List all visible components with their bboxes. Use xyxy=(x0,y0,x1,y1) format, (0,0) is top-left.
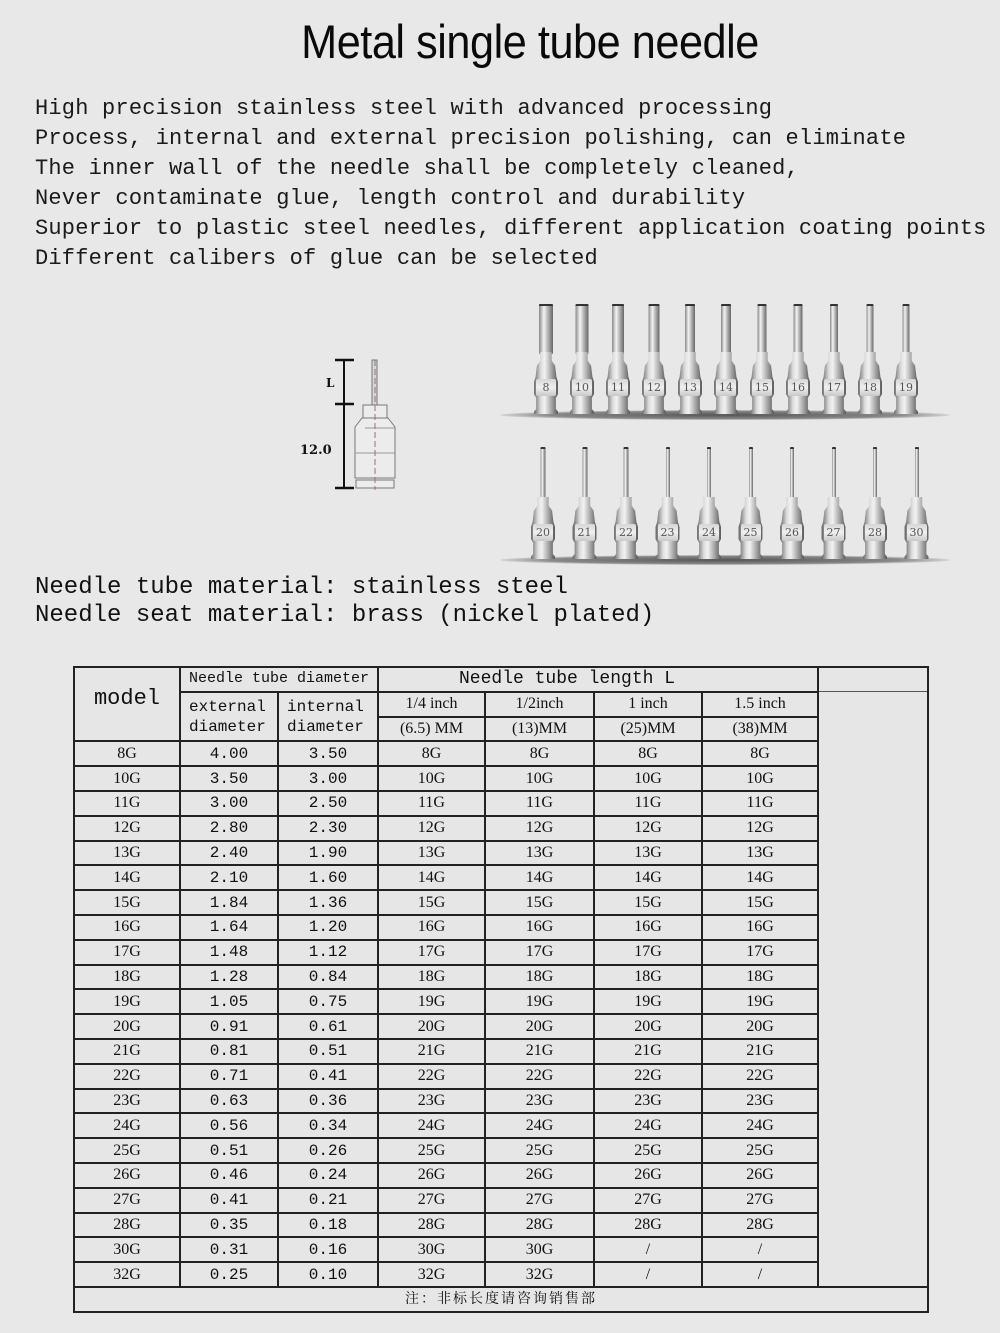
external-diameter-cell: 2.40 xyxy=(180,841,278,866)
model-cell: 23G xyxy=(74,1089,180,1114)
length-38mm-cell: 19G xyxy=(702,989,818,1014)
length-38mm-cell: 8G xyxy=(702,741,818,766)
internal-diameter-cell: 0.18 xyxy=(278,1213,378,1238)
length-inch-header: 1/2inch xyxy=(485,692,594,717)
internal-diameter-cell: 2.50 xyxy=(278,791,378,816)
external-diameter-cell: 1.48 xyxy=(180,940,278,965)
length-6-5mm-cell: 32G xyxy=(378,1262,485,1287)
length-25mm-cell: / xyxy=(594,1262,702,1287)
internal-diameter-cell: 0.51 xyxy=(278,1039,378,1064)
length-13mm-cell: 20G xyxy=(485,1014,594,1039)
length-25mm-cell: 12G xyxy=(594,816,702,841)
table-row xyxy=(74,1138,928,1163)
external-diameter-cell: 1.05 xyxy=(180,989,278,1014)
needle-tube xyxy=(873,447,877,499)
length-6-5mm-cell: 17G xyxy=(378,940,485,965)
length-38mm-cell: 15G xyxy=(702,890,818,915)
length-38mm-cell: 13G xyxy=(702,841,818,866)
length-38mm-cell: / xyxy=(702,1237,818,1262)
length-6-5mm-cell: 11G xyxy=(378,791,485,816)
length-25mm-cell: 15G xyxy=(594,890,702,915)
length-13mm-cell: 32G xyxy=(485,1262,594,1287)
gauge-label: 23 xyxy=(658,524,678,541)
internal-diameter-cell: 0.41 xyxy=(278,1064,378,1089)
length-6-5mm-cell: 30G xyxy=(378,1237,485,1262)
tube-material: Needle tube material: stainless steel xyxy=(35,574,568,601)
length-6-5mm-cell: 20G xyxy=(378,1014,485,1039)
table-row xyxy=(74,1262,928,1287)
table-row xyxy=(74,915,928,940)
length-6-5mm-cell: 15G xyxy=(378,890,485,915)
table-row xyxy=(74,865,928,890)
length-38mm-cell: 23G xyxy=(702,1089,818,1114)
length-25mm-cell: 14G xyxy=(594,865,702,890)
model-cell: 11G xyxy=(74,791,180,816)
length-25mm-cell: 16G xyxy=(594,915,702,940)
length-38mm-cell: 17G xyxy=(702,940,818,965)
description-line: Superior to plastic steel needles, different application coating points xyxy=(35,216,987,241)
needle-tube xyxy=(830,304,838,354)
external-diameter-cell: 0.51 xyxy=(180,1138,278,1163)
gauge-label: 21 xyxy=(575,524,595,541)
length-13mm-cell: 26G xyxy=(485,1163,594,1188)
table-row xyxy=(74,1064,928,1089)
length-25mm-cell: 25G xyxy=(594,1138,702,1163)
length-6-5mm-cell: 22G xyxy=(378,1064,485,1089)
needle-tube xyxy=(666,447,670,499)
gauge-label: 27 xyxy=(824,524,844,541)
needle-tube xyxy=(576,304,589,354)
gauge-label: 19 xyxy=(896,379,916,396)
model-cell: 24G xyxy=(74,1113,180,1138)
length-25mm-cell: / xyxy=(594,1237,702,1262)
length-mm-header: (13)MM xyxy=(485,717,594,742)
gauge-label: 10 xyxy=(572,379,592,396)
length-13mm-cell: 16G xyxy=(485,915,594,940)
seat-material: Needle seat material: brass (nickel plated) xyxy=(35,602,655,629)
length-25mm-cell: 22G xyxy=(594,1064,702,1089)
extra-empty-column xyxy=(818,692,928,1287)
length-13mm-cell: 14G xyxy=(485,865,594,890)
length-38mm-cell: 27G xyxy=(702,1188,818,1213)
table-row xyxy=(74,989,928,1014)
length-13mm-cell: 8G xyxy=(485,741,594,766)
length-13mm-cell: 30G xyxy=(485,1237,594,1262)
length-inch-header: 1/4 inch xyxy=(378,692,485,717)
needle-tube xyxy=(624,447,629,499)
length-25mm-cell: 11G xyxy=(594,791,702,816)
external-diameter-cell: 0.35 xyxy=(180,1213,278,1238)
external-header-line: diameter xyxy=(189,717,266,736)
length-13mm-cell: 10G xyxy=(485,766,594,791)
internal-diameter-cell: 1.90 xyxy=(278,841,378,866)
length-38mm-cell: 24G xyxy=(702,1113,818,1138)
footnote: 注：非标长度请咨询销售部 xyxy=(74,1287,928,1312)
external-diameter-cell: 0.91 xyxy=(180,1014,278,1039)
length-25mm-cell: 21G xyxy=(594,1039,702,1064)
gauge-label: 22 xyxy=(616,524,636,541)
internal-diameter-cell: 0.21 xyxy=(278,1188,378,1213)
description-line: High precision stainless steel with advanced processing xyxy=(35,96,773,121)
table-row xyxy=(74,1213,928,1238)
gauge-label: 16 xyxy=(788,379,808,396)
length-38mm-cell: 21G xyxy=(702,1039,818,1064)
internal-diameter-cell: 0.10 xyxy=(278,1262,378,1287)
table-row xyxy=(74,1014,928,1039)
length-13mm-cell: 25G xyxy=(485,1138,594,1163)
internal-diameter-cell: 0.24 xyxy=(278,1163,378,1188)
needle-tube xyxy=(649,304,660,354)
length-6-5mm-cell: 10G xyxy=(378,766,485,791)
needle-tube xyxy=(915,447,919,499)
header-row-2 xyxy=(74,692,928,717)
table-row xyxy=(74,1188,928,1213)
external-diameter-cell: 0.25 xyxy=(180,1262,278,1287)
model-cell: 10G xyxy=(74,766,180,791)
length-6-5mm-cell: 27G xyxy=(378,1188,485,1213)
gauge-label: 8 xyxy=(536,379,556,396)
length-6-5mm-cell: 19G xyxy=(378,989,485,1014)
external-header-line: external xyxy=(189,697,266,716)
table-row xyxy=(74,965,928,990)
length-25mm-cell: 17G xyxy=(594,940,702,965)
length-25mm-cell: 8G xyxy=(594,741,702,766)
model-cell: 15G xyxy=(74,890,180,915)
length-38mm-cell: 25G xyxy=(702,1138,818,1163)
needle-photo-row-2 xyxy=(500,445,950,565)
length-6-5mm-cell: 14G xyxy=(378,865,485,890)
length-6-5mm-cell: 23G xyxy=(378,1089,485,1114)
length-6-5mm-cell: 28G xyxy=(378,1213,485,1238)
table-row xyxy=(74,1089,928,1114)
internal-diameter-cell: 2.30 xyxy=(278,816,378,841)
model-cell: 26G xyxy=(74,1163,180,1188)
length-25mm-cell: 26G xyxy=(594,1163,702,1188)
length-13mm-cell: 12G xyxy=(485,816,594,841)
internal-diameter-cell: 3.50 xyxy=(278,741,378,766)
model-cell: 17G xyxy=(74,940,180,965)
external-diameter-cell: 4.00 xyxy=(180,741,278,766)
internal-header-line: internal xyxy=(287,697,364,716)
length-25mm-cell: 24G xyxy=(594,1113,702,1138)
length-38mm-cell: 16G xyxy=(702,915,818,940)
model-cell: 28G xyxy=(74,1213,180,1238)
page-title: Metal single tube needle xyxy=(301,15,759,68)
description-line: Process, internal and external precision polishing, can eliminate xyxy=(35,126,907,151)
length-38mm-cell: 18G xyxy=(702,965,818,990)
length-13mm-cell: 13G xyxy=(485,841,594,866)
internal-header-line: diameter xyxy=(287,717,364,736)
length-25mm-cell: 13G xyxy=(594,841,702,866)
footnote-row xyxy=(74,1287,928,1312)
table-row xyxy=(74,791,928,816)
needle-tube xyxy=(721,304,731,354)
gauge-label: 17 xyxy=(824,379,844,396)
external-diameter-cell: 0.56 xyxy=(180,1113,278,1138)
model-header: model xyxy=(74,667,180,741)
spec-table xyxy=(73,666,929,1313)
table-row xyxy=(74,1237,928,1262)
description-line: The inner wall of the needle shall be completely cleaned, xyxy=(35,156,799,181)
length-inch-header: 1.5 inch xyxy=(702,692,818,717)
internal-diameter-cell: 0.34 xyxy=(278,1113,378,1138)
table-row xyxy=(74,741,928,766)
needle-tube xyxy=(867,304,874,354)
gauge-label: 26 xyxy=(782,524,802,541)
length-38mm-cell: 26G xyxy=(702,1163,818,1188)
external-diameter-cell: 0.63 xyxy=(180,1089,278,1114)
table-row xyxy=(74,890,928,915)
model-cell: 22G xyxy=(74,1064,180,1089)
external-diameter-cell: 2.10 xyxy=(180,865,278,890)
needle-tube xyxy=(794,304,803,354)
gauge-label: 25 xyxy=(741,524,761,541)
model-cell: 32G xyxy=(74,1262,180,1287)
extra-header-cell xyxy=(818,667,928,692)
model-cell: 18G xyxy=(74,965,180,990)
length-13mm-cell: 23G xyxy=(485,1089,594,1114)
needle-tube xyxy=(612,304,624,354)
model-cell: 25G xyxy=(74,1138,180,1163)
external-diameter-cell: 2.80 xyxy=(180,816,278,841)
length-38mm-cell: 10G xyxy=(702,766,818,791)
gauge-label: 24 xyxy=(699,524,719,541)
description xyxy=(35,94,987,274)
length-25mm-cell: 23G xyxy=(594,1089,702,1114)
length-mm-header: (38)MM xyxy=(702,717,818,742)
needle-tube xyxy=(758,304,767,354)
external-diameter-cell: 0.41 xyxy=(180,1188,278,1213)
external-diameter-cell: 0.31 xyxy=(180,1237,278,1262)
needle-tube xyxy=(749,447,753,499)
model-cell: 14G xyxy=(74,865,180,890)
internal-diameter-cell: 1.36 xyxy=(278,890,378,915)
length-25mm-cell: 18G xyxy=(594,965,702,990)
model-cell: 19G xyxy=(74,989,180,1014)
external-diameter-cell: 1.64 xyxy=(180,915,278,940)
external-diameter-cell: 0.71 xyxy=(180,1064,278,1089)
diameter-group-header: Needle tube diameter xyxy=(180,667,378,692)
length-13mm-cell: 15G xyxy=(485,890,594,915)
table-row xyxy=(74,940,928,965)
length-13mm-cell: 24G xyxy=(485,1113,594,1138)
internal-diameter-cell: 0.75 xyxy=(278,989,378,1014)
seat-height-label: 12.0 xyxy=(300,443,332,458)
length-38mm-cell: 11G xyxy=(702,791,818,816)
length-6-5mm-cell: 25G xyxy=(378,1138,485,1163)
length-13mm-cell: 27G xyxy=(485,1188,594,1213)
length-13mm-cell: 19G xyxy=(485,989,594,1014)
length-6-5mm-cell: 26G xyxy=(378,1163,485,1188)
gauge-label: 30 xyxy=(907,524,927,541)
length-6-5mm-cell: 21G xyxy=(378,1039,485,1064)
needle-tube xyxy=(685,304,695,354)
length-13mm-cell: 28G xyxy=(485,1213,594,1238)
length-13mm-cell: 21G xyxy=(485,1039,594,1064)
internal-diameter-cell: 0.61 xyxy=(278,1014,378,1039)
length-38mm-cell: 12G xyxy=(702,816,818,841)
length-6-5mm-cell: 12G xyxy=(378,816,485,841)
length-6-5mm-cell: 8G xyxy=(378,741,485,766)
model-cell: 16G xyxy=(74,915,180,940)
needle-tube xyxy=(539,304,553,354)
external-diameter-cell: 0.81 xyxy=(180,1039,278,1064)
length-25mm-cell: 20G xyxy=(594,1014,702,1039)
external-diameter-cell: 1.84 xyxy=(180,890,278,915)
needle-tube xyxy=(832,447,836,499)
description-line: Different calibers of glue can be selected xyxy=(35,246,598,271)
length-6-5mm-cell: 24G xyxy=(378,1113,485,1138)
gauge-label: 15 xyxy=(752,379,772,396)
length-38mm-cell: 22G xyxy=(702,1064,818,1089)
external-diameter-cell: 3.50 xyxy=(180,766,278,791)
length-13mm-cell: 11G xyxy=(485,791,594,816)
length-inch-header: 1 inch xyxy=(594,692,702,717)
external-diameter-cell: 0.46 xyxy=(180,1163,278,1188)
table-row xyxy=(74,1113,928,1138)
needle-tube xyxy=(790,447,794,499)
length-25mm-cell: 27G xyxy=(594,1188,702,1213)
needle-tube xyxy=(582,447,587,499)
description-line: Never contaminate glue, length control and durability xyxy=(35,186,746,211)
needle-tube xyxy=(903,304,910,354)
length-mm-header: (25)MM xyxy=(594,717,702,742)
internal-diameter-cell: 1.20 xyxy=(278,915,378,940)
table-row xyxy=(74,766,928,791)
gauge-label: 14 xyxy=(716,379,736,396)
gauge-label: 20 xyxy=(533,524,553,541)
table-row xyxy=(74,841,928,866)
internal-diameter-cell: 1.12 xyxy=(278,940,378,965)
needle-tube xyxy=(541,447,546,499)
gauge-label: 12 xyxy=(644,379,664,396)
length-13mm-cell: 22G xyxy=(485,1064,594,1089)
internal-diameter-cell: 0.26 xyxy=(278,1138,378,1163)
model-cell: 30G xyxy=(74,1237,180,1262)
gauge-label: 11 xyxy=(608,379,628,396)
length-6-5mm-cell: 18G xyxy=(378,965,485,990)
internal-diameter-header xyxy=(278,692,378,742)
model-cell: 21G xyxy=(74,1039,180,1064)
gauge-label: 13 xyxy=(680,379,700,396)
needle-tube-outline xyxy=(372,360,377,410)
table-row xyxy=(74,816,928,841)
length-mm-header: (6.5) MM xyxy=(378,717,485,742)
model-cell: 8G xyxy=(74,741,180,766)
length-38mm-cell: 20G xyxy=(702,1014,818,1039)
length-6-5mm-cell: 16G xyxy=(378,915,485,940)
length-group-header: Needle tube length L xyxy=(378,667,818,692)
length-25mm-cell: 28G xyxy=(594,1213,702,1238)
external-diameter-cell: 3.00 xyxy=(180,791,278,816)
length-38mm-cell: 14G xyxy=(702,865,818,890)
internal-diameter-cell: 3.00 xyxy=(278,766,378,791)
external-diameter-cell: 1.28 xyxy=(180,965,278,990)
model-cell: 20G xyxy=(74,1014,180,1039)
table-row xyxy=(74,1163,928,1188)
gauge-label: 18 xyxy=(860,379,880,396)
length-13mm-cell: 17G xyxy=(485,940,594,965)
internal-diameter-cell: 1.60 xyxy=(278,865,378,890)
gauge-label: 28 xyxy=(865,524,885,541)
length-38mm-cell: / xyxy=(702,1262,818,1287)
needle-dimension-diagram xyxy=(290,350,410,500)
length-38mm-cell: 28G xyxy=(702,1213,818,1238)
model-cell: 12G xyxy=(74,816,180,841)
length-label: L xyxy=(326,376,335,390)
internal-diameter-cell: 0.36 xyxy=(278,1089,378,1114)
length-13mm-cell: 18G xyxy=(485,965,594,990)
length-25mm-cell: 10G xyxy=(594,766,702,791)
model-cell: 13G xyxy=(74,841,180,866)
internal-diameter-cell: 0.16 xyxy=(278,1237,378,1262)
internal-diameter-cell: 0.84 xyxy=(278,965,378,990)
needle-photo-row-1 xyxy=(500,300,950,420)
materials xyxy=(35,574,654,630)
length-25mm-cell: 19G xyxy=(594,989,702,1014)
table-row xyxy=(74,1039,928,1064)
header-row-1 xyxy=(74,667,928,692)
model-cell: 27G xyxy=(74,1188,180,1213)
length-6-5mm-cell: 13G xyxy=(378,841,485,866)
external-diameter-header xyxy=(180,692,278,742)
needle-tube xyxy=(707,447,711,499)
